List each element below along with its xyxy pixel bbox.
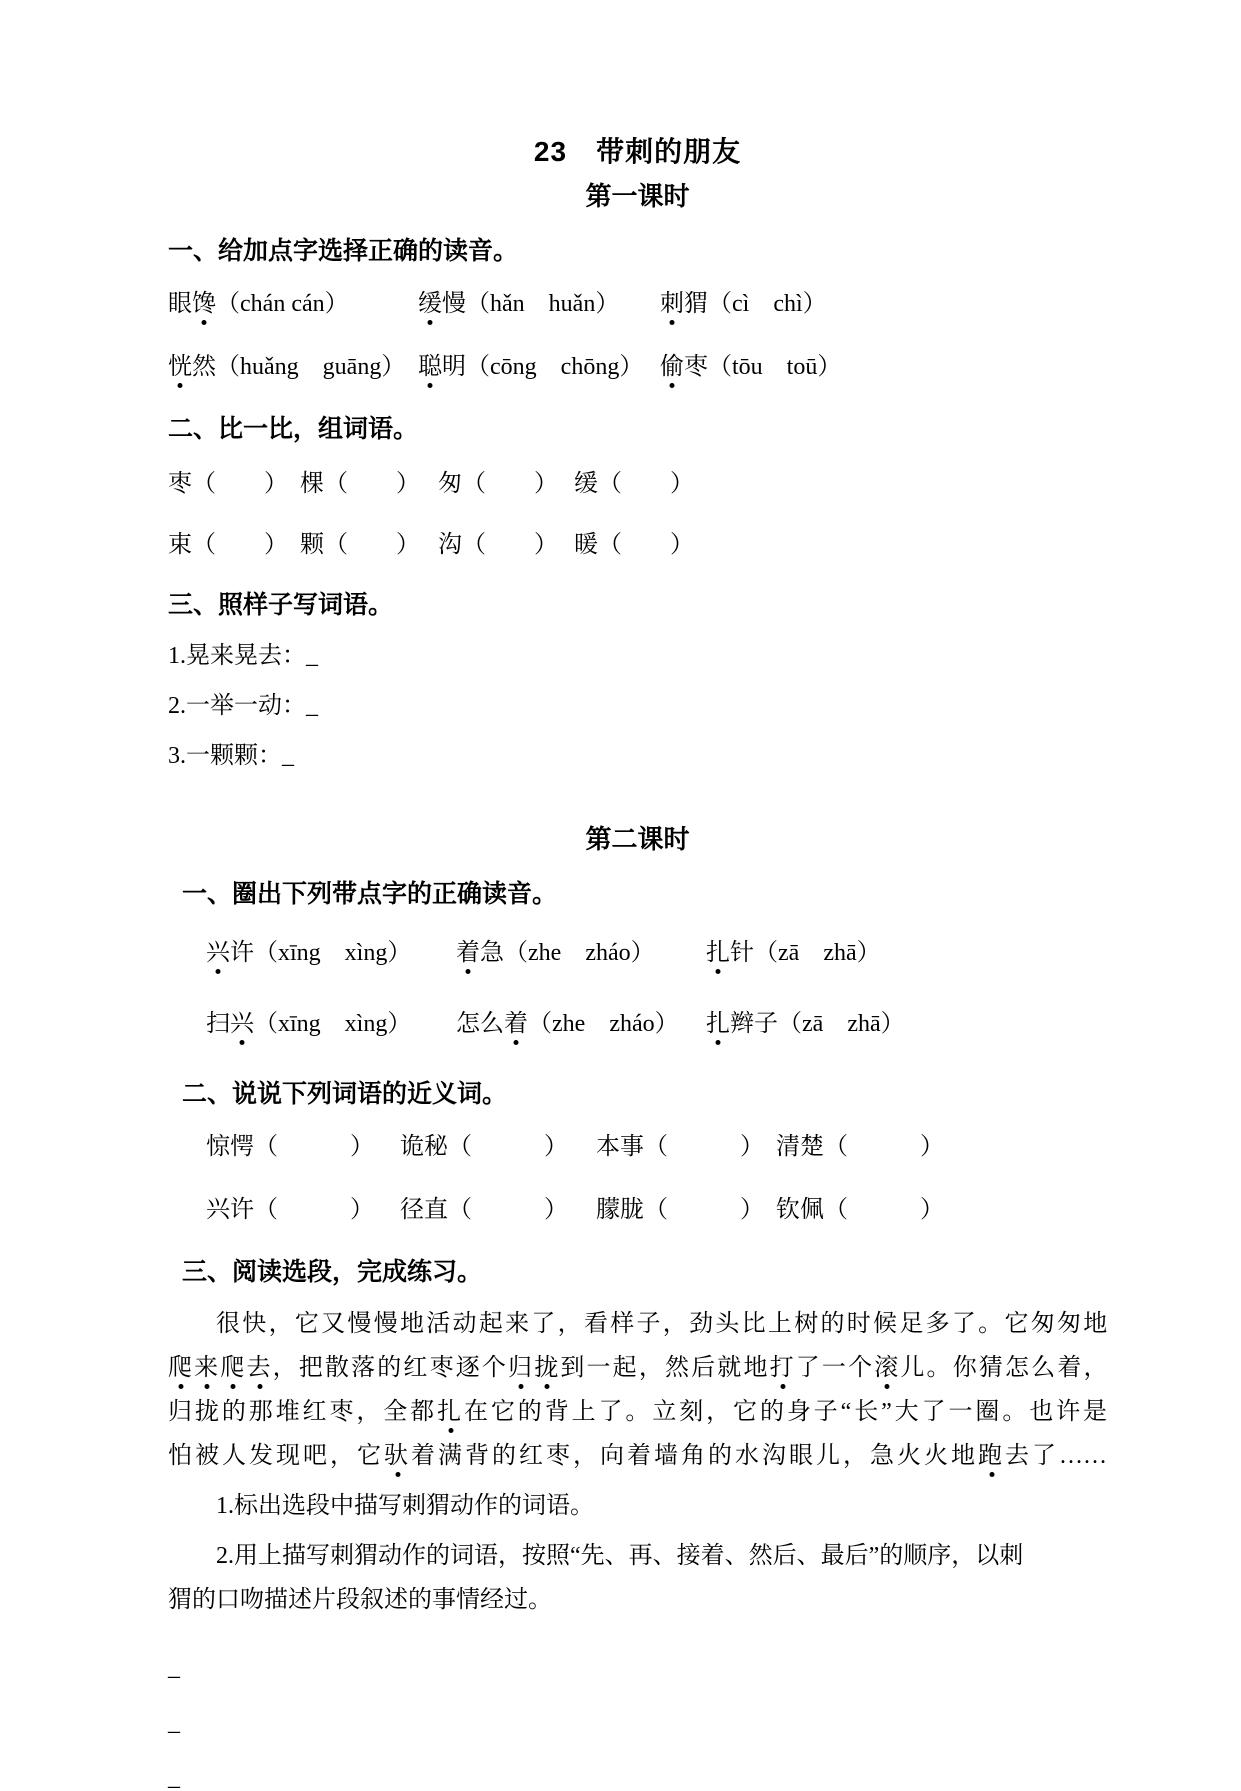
- pinyin-choice-item: 眼馋（chán cán）: [168, 291, 349, 317]
- synonym-item: 径直（ ）: [400, 1197, 568, 1223]
- compare-word-item: 沟（ ）: [438, 532, 558, 558]
- section-2-1: [168, 874, 1107, 1038]
- pinyin-choice-item: 偷枣（tōu toū）: [660, 354, 842, 380]
- compare-word-item: 棵（ ）: [300, 471, 420, 497]
- question-1: 1.标出选段中描写刺猬动作的词语。: [216, 1493, 594, 1519]
- synonym-row: [168, 1189, 1107, 1224]
- section-2-2-title: 二、说说下列词语的近义词。: [182, 1080, 508, 1108]
- section-1-3: [168, 585, 1107, 771]
- section-2-3: [168, 1252, 1108, 1791]
- pattern-item: 1.晃来晃去：_: [168, 643, 318, 669]
- answer-blank-line: _: [168, 1710, 180, 1736]
- synonym-item: 本事（ ）: [596, 1134, 764, 1160]
- synonym-item: 诡秘（ ）: [400, 1134, 568, 1160]
- answer-blank-line: _: [168, 1655, 180, 1681]
- pattern-item: 2.一举一动：_: [168, 693, 318, 719]
- section-1-1-title: 一、给加点字选择正确的读音。: [168, 237, 519, 265]
- compare-word-item: 匆（ ）: [438, 471, 558, 497]
- pinyin-choice-row: [168, 346, 1107, 381]
- compare-word-item: 缓（ ）: [574, 471, 694, 497]
- pinyin-choice-item: 恍然（huǎng guāng）: [168, 354, 406, 380]
- section-1-2-title: 二、比一比，组词语。: [168, 415, 419, 443]
- passage-line: 很快，它又慢慢地活动起来了，看样子，劲头比上树的时候足多了。它匆匆地: [216, 1311, 1108, 1337]
- synonym-item: 钦佩（ ）: [776, 1197, 944, 1223]
- answer-blank-line: _: [168, 1765, 180, 1791]
- pinyin-choice-item: 聪明（cōng chōng）: [418, 354, 644, 380]
- reading-passage: [168, 1302, 1107, 1478]
- synonym-row: [168, 1126, 1107, 1161]
- synonym-item: 兴许（ ）: [206, 1197, 374, 1223]
- pinyin-choice-row: [168, 283, 1107, 318]
- passage-line: 怕被人发现吧，它驮着满背的红枣，向着墙角的水沟眼儿，急火火地跑去了……: [168, 1443, 1107, 1469]
- compare-word-row: [168, 463, 1107, 498]
- pattern-item: 3.一颗颗：_: [168, 743, 294, 769]
- pinyin-circle-item: 着急（zhe zháo）: [456, 940, 655, 966]
- passage-line: 归拢的那堆红枣，全都扎在它的背上了。立刻，它的身子“长”大了一圈。也许是: [168, 1399, 1108, 1425]
- session-2-heading: 第二课时: [585, 824, 690, 854]
- pinyin-circle-item: 扎针（zā zhā）: [706, 940, 881, 966]
- section-1-2: [168, 409, 1107, 559]
- compare-word-item: 枣（ ）: [168, 471, 288, 497]
- question-2: 2.用上描写刺猬动作的词语，按照“先、再、接着、然后、最后”的顺序，以刺: [216, 1543, 1024, 1569]
- question-2-continued: 猬的口吻描述片段叙述的事情经过。: [168, 1587, 552, 1613]
- pinyin-circle-item: 怎么着（zhe zháo）: [456, 1011, 679, 1037]
- pinyin-circle-item: 兴许（xīng xìng）: [206, 940, 412, 966]
- pinyin-circle-item: 扫兴（xīng xìng）: [206, 1011, 412, 1037]
- compare-word-item: 暖（ ）: [574, 532, 694, 558]
- section-2-1-title: 一、圈出下列带点字的正确读音。: [182, 880, 558, 908]
- pinyin-circle-row: [168, 1003, 1107, 1038]
- session-1-heading: 第一课时: [585, 181, 690, 211]
- compare-word-row: [168, 524, 1107, 559]
- pinyin-choice-item: 缓慢（hǎn huǎn）: [418, 291, 620, 317]
- compare-word-item: 束（ ）: [168, 532, 288, 558]
- pinyin-choice-item: 刺猬（cì chì）: [660, 291, 827, 317]
- pinyin-circle-item: 扎辫子（zā zhā）: [706, 1011, 905, 1037]
- section-2-3-title: 三、阅读选段，完成练习。: [182, 1258, 483, 1286]
- synonym-item: 清楚（ ）: [776, 1134, 944, 1160]
- section-2-2: [168, 1074, 1107, 1224]
- page-title: 23 带刺的朋友: [533, 136, 742, 167]
- synonym-item: 朦胧（ ）: [596, 1197, 764, 1223]
- section-1-3-title: 三、照样子写词语。: [168, 591, 394, 619]
- section-1-1: [168, 231, 1107, 381]
- compare-word-item: 颗（ ）: [300, 532, 420, 558]
- synonym-item: 惊愕（ ）: [206, 1134, 374, 1160]
- pinyin-circle-row: [168, 932, 1107, 967]
- passage-line: 爬来爬去，把散落的红枣逐个归拢到一起，然后就地打了一个滚儿。你猜怎么着，: [168, 1355, 1108, 1381]
